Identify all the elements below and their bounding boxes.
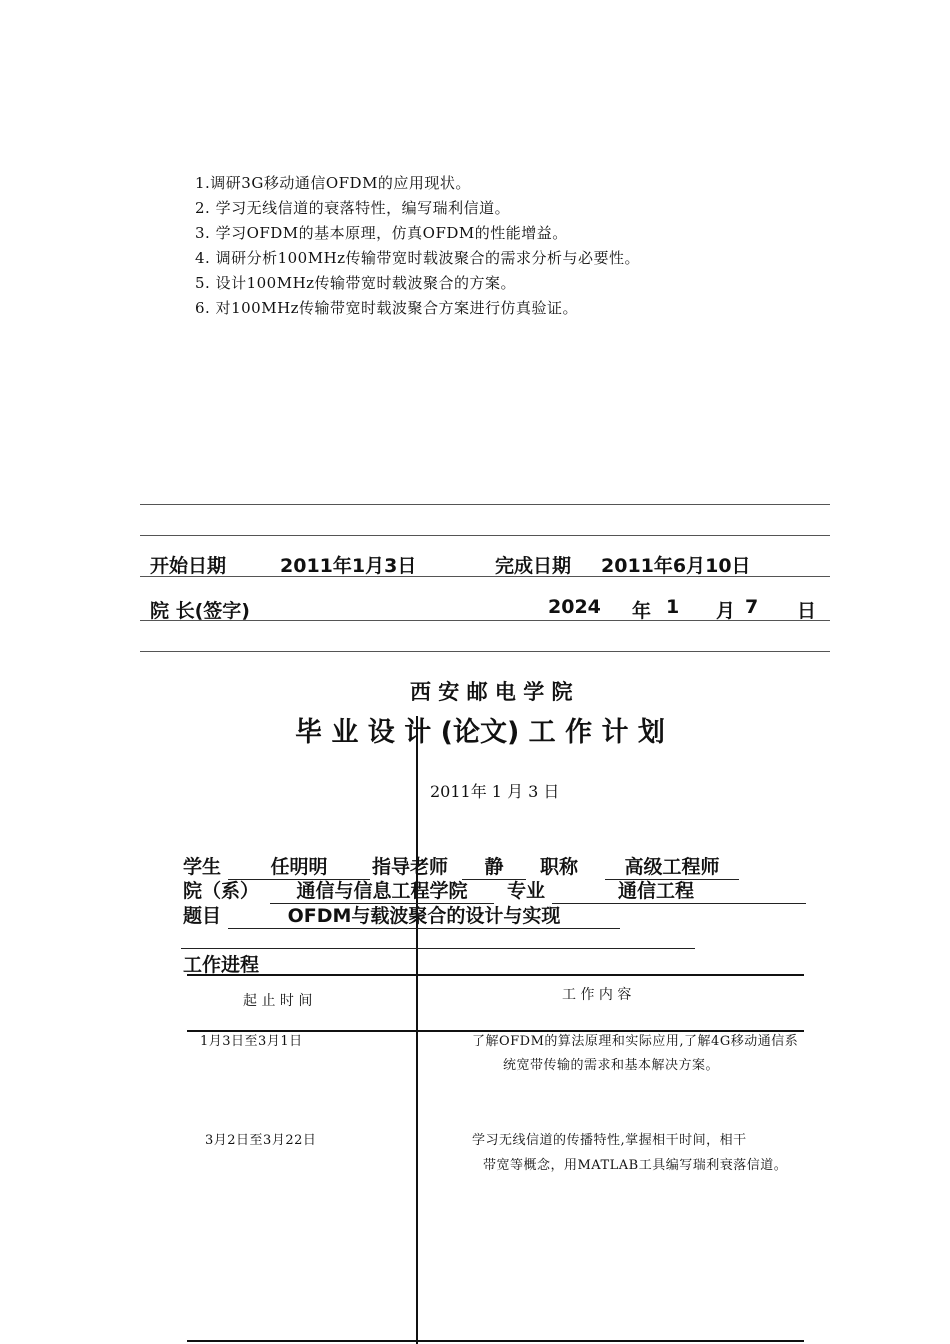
dean-month: 1 <box>666 596 680 618</box>
task-item: 4. 调研分析100MHz传输带宽时载波聚合的需求分析与必要性。 <box>195 249 641 267</box>
task-item: 3. 学习OFDM的基本原理，仿真OFDM的性能增益。 <box>195 224 568 242</box>
dean-month-unit: 月 <box>716 600 736 622</box>
advisor-name: 静 <box>462 852 526 880</box>
task-item: 2. 学习无线信道的衰落特性，编写瑞利信道。 <box>195 199 511 217</box>
end-date-label: 完成日期 <box>495 555 572 577</box>
dean-year: 2024 <box>548 596 601 618</box>
form-divider <box>140 651 830 652</box>
start-date-value: 2011年1月3日 <box>280 555 417 577</box>
table-bottom-border <box>187 1340 804 1342</box>
student-label: 学生 <box>183 856 222 878</box>
task-item: 5. 设计100MHz传输带宽时载波聚合的方案。 <box>195 274 517 292</box>
department-value: 通信与信息工程学院 <box>270 876 494 904</box>
row-content-line: 了解OFDM的算法原理和实际应用,了解4G移动通信系 <box>472 1034 799 1049</box>
column-header-time: 起 止 时 间 <box>243 993 313 1009</box>
rank-label: 职称 <box>540 856 579 878</box>
row-time: 3月2日至3月22日 <box>205 1133 317 1148</box>
topic-label: 题目 <box>183 905 222 927</box>
student-name: 任明明 <box>228 852 370 880</box>
major-label: 专业 <box>507 880 546 902</box>
row-time: 1月3日至3月1日 <box>200 1034 303 1049</box>
column-header-content: 工 作 内 容 <box>562 987 632 1003</box>
dean-signature-label: 院 长(签字) <box>150 600 250 622</box>
row-content-line: 统宽带传输的需求和基本解决方案。 <box>503 1058 720 1073</box>
dean-day-unit: 日 <box>797 600 817 622</box>
rank-value: 高级工程师 <box>605 852 739 880</box>
major-value: 通信工程 <box>552 876 806 904</box>
topic-value: OFDM与载波聚合的设计与实现 <box>228 901 620 929</box>
topic-underline <box>181 948 695 949</box>
major-field <box>552 876 806 904</box>
end-date-value: 2011年6月10日 <box>601 555 751 577</box>
row-content-line: 学习无线信道的传播特性,掌握相干时间，相干 <box>472 1133 747 1148</box>
start-date-label: 开始日期 <box>150 555 227 577</box>
topic-field <box>228 901 620 929</box>
table-top-border <box>187 974 804 976</box>
form-divider <box>140 535 830 536</box>
department-label: 院（系） <box>183 880 260 902</box>
progress-label: 工作进程 <box>183 954 260 976</box>
advisor-label: 指导老师 <box>372 856 449 878</box>
dean-day: 7 <box>745 596 759 618</box>
department-field <box>270 876 494 904</box>
row-content-line: 带宽等概念，用MATLAB工具编写瑞利衰落信道。 <box>483 1158 788 1173</box>
school-name: 西 安 邮 电 学 院 <box>410 680 573 704</box>
task-item: 1.调研3G移动通信OFDM的应用现状。 <box>195 174 471 192</box>
form-divider <box>140 504 830 505</box>
dean-year-unit: 年 <box>632 600 652 622</box>
task-item: 6. 对100MHz传输带宽时载波聚合方案进行仿真验证。 <box>195 299 579 317</box>
plan-date: 2011年 1 月 3 日 <box>430 782 560 801</box>
plan-title: 毕 业 设 计 (论文) 工 作 计 划 <box>295 717 665 748</box>
